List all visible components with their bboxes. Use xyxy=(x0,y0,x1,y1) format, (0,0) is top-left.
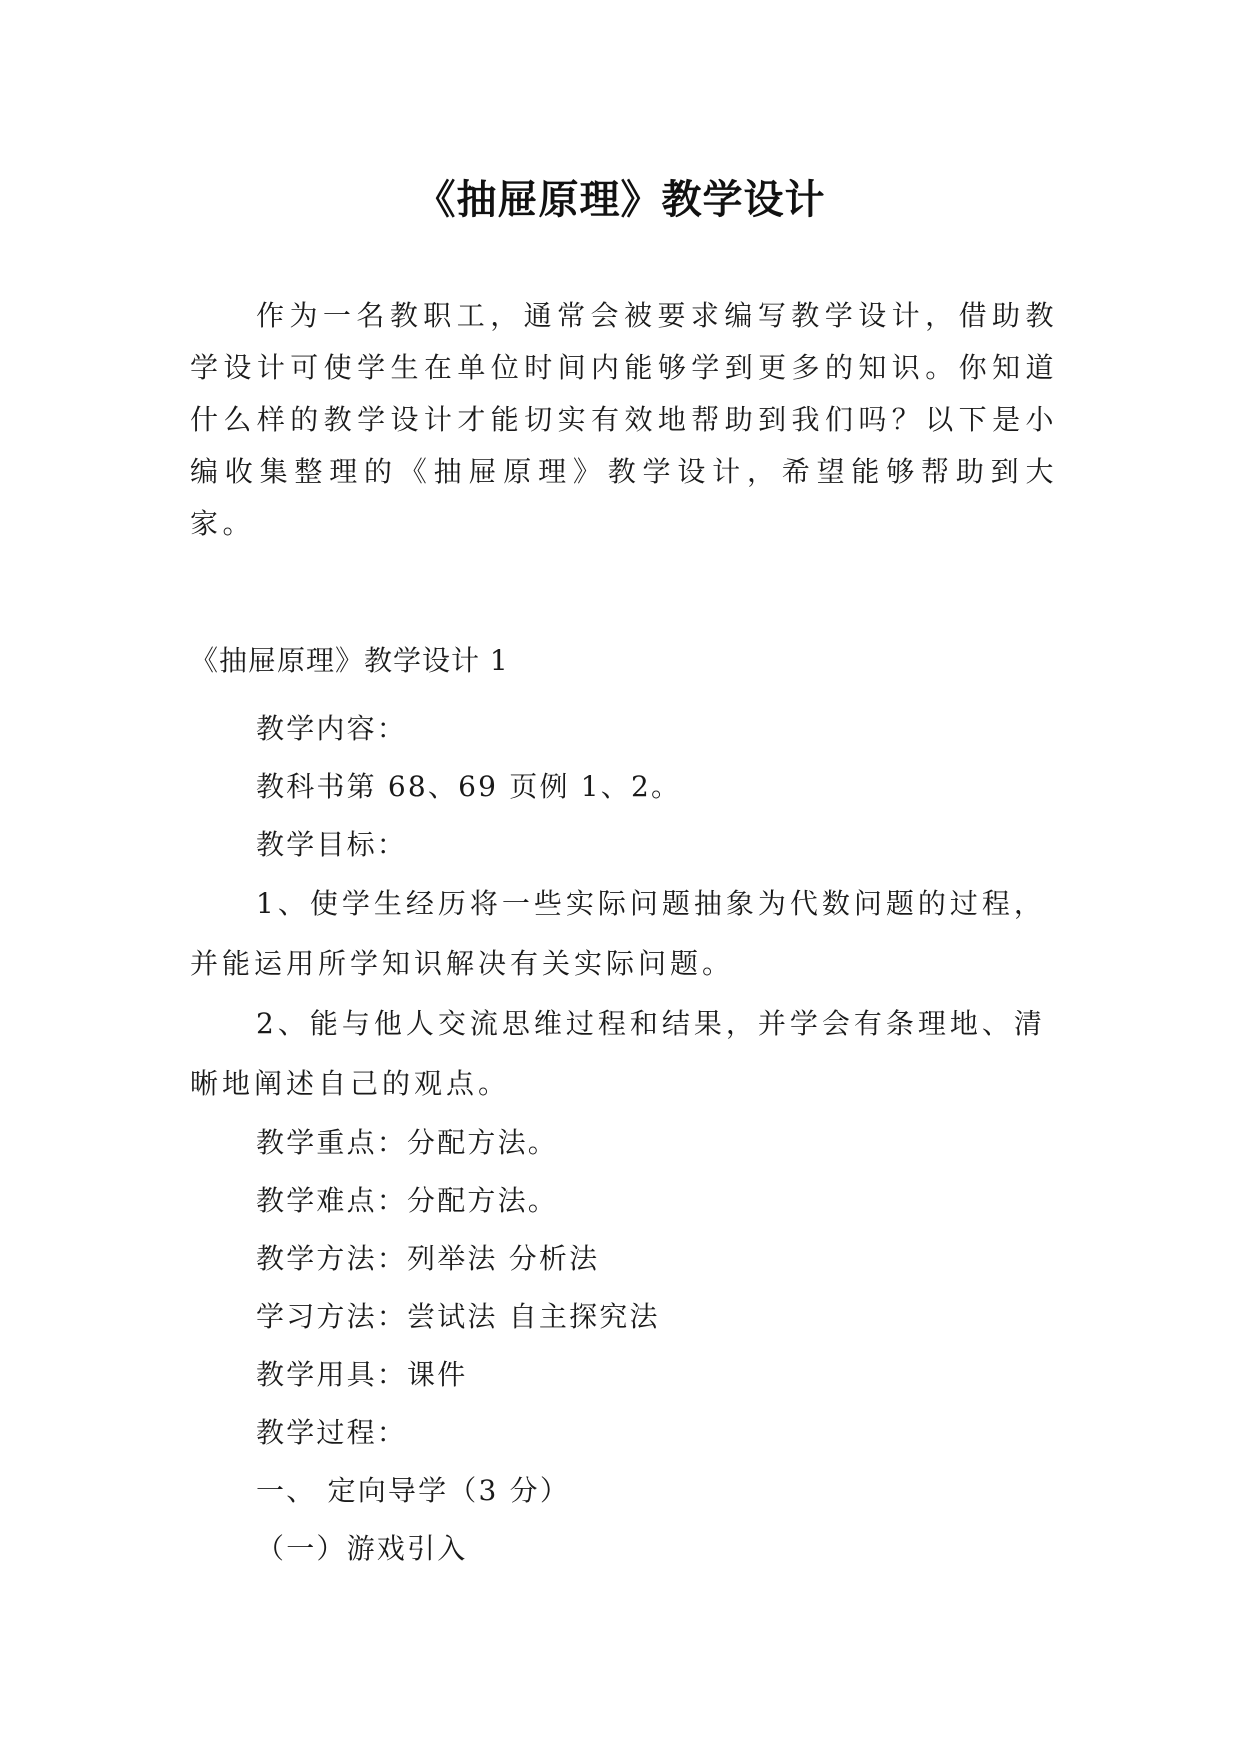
document-title: 《抽屉原理》教学设计 xyxy=(415,176,826,223)
teaching-difficulty: 教学难点：分配方法。 xyxy=(256,1184,559,1217)
lesson-body xyxy=(190,700,1070,1578)
teaching-method: 教学方法：列举法 分析法 xyxy=(256,1242,600,1275)
learning-method: 学习方法：尝试法 自主探究法 xyxy=(256,1300,660,1333)
process-step-1: 一、 定向导学（3 分） xyxy=(256,1474,571,1507)
teaching-process-label: 教学过程： xyxy=(256,1416,408,1449)
teaching-content-label: 教学内容： xyxy=(256,712,408,745)
teaching-focus: 教学重点：分配方法。 xyxy=(256,1126,559,1159)
teaching-goal-2: 2、能与他人交流思维过程和结果，并学会有条理地、清晰地阐述自己的观点。 xyxy=(190,1007,1046,1100)
teaching-goal-1: 1、使学生经历将一些实际问题抽象为代数问题的过程，并能运用所学知识解决有关实际问题。 xyxy=(190,887,1046,980)
teaching-tools: 教学用具：课件 xyxy=(256,1358,468,1391)
process-substep-1: （一）游戏引入 xyxy=(256,1532,468,1565)
section-heading: 《抽屉原理》教学设计 1 xyxy=(190,644,509,677)
intro-paragraph: 作为一名教职工，通常会被要求编写教学设计，借助教学设计可使学生在单位时间内能够学到更多的知识。你知道什么样的教学设计才能切实有效地帮助到我们吗？以下是小编收集整理的《抽屉原理》教学设计，希望能够帮助到大家。 xyxy=(190,299,1058,540)
teaching-content-text: 教科书第 68、69 页例 1、2。 xyxy=(256,770,682,803)
teaching-goals-label: 教学目标： xyxy=(256,828,408,861)
